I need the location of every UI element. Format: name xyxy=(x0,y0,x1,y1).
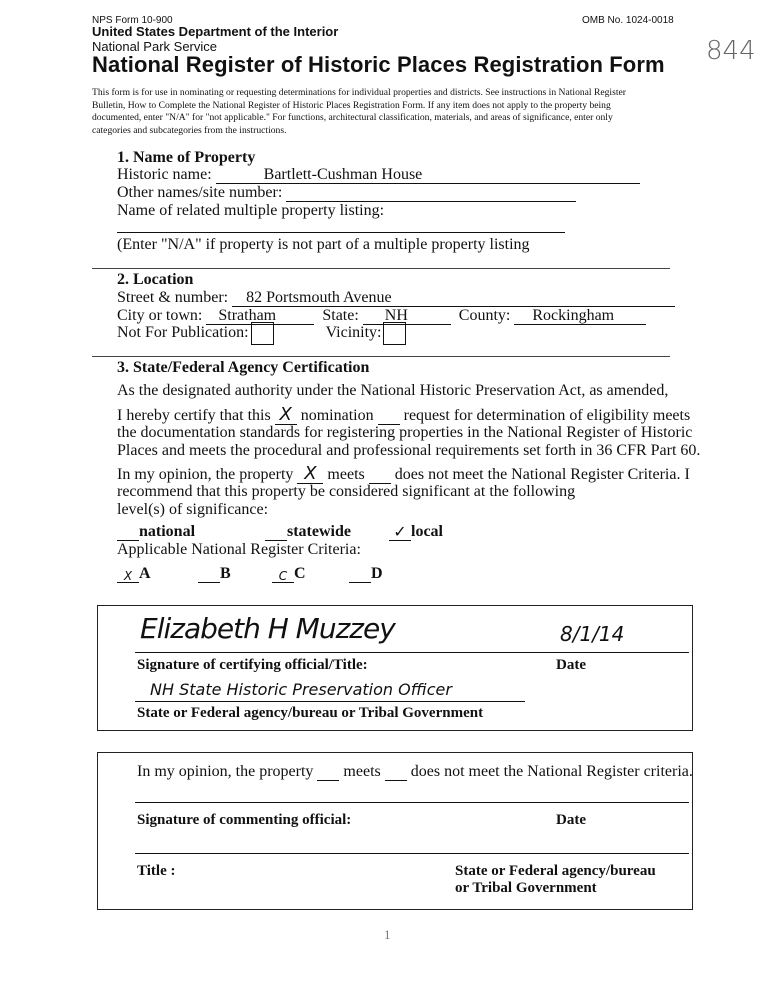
vicinity-label: Vicinity: xyxy=(325,324,382,342)
form-title: National Register of Historic Places Registration Form xyxy=(92,52,665,77)
commenting-signature-label: Signature of commenting official: xyxy=(137,812,352,828)
related-listing-label: Name of related multiple property listing: xyxy=(117,202,385,219)
historic-name-label: Historic name: xyxy=(117,166,212,183)
city-label: City or town: xyxy=(117,307,203,324)
criteria-c-label: C xyxy=(294,565,306,582)
criteria-d-mark[interactable] xyxy=(349,569,371,583)
not-for-publication-label: Not For Publication: xyxy=(117,324,249,342)
statewide-label: statewide xyxy=(287,523,351,540)
criteria-c-mark[interactable]: C xyxy=(272,570,294,583)
comment-title-line[interactable] xyxy=(135,853,689,854)
vicinity-checkbox[interactable] xyxy=(383,322,406,345)
criteria-a xyxy=(117,565,151,583)
section2-heading: 2. Location xyxy=(117,271,194,288)
criteria-c xyxy=(272,565,306,583)
opinion-text: does not meet the National Register Criteria. I xyxy=(394,466,690,483)
authority-text: As the designated authority under the National Historic Preservation Act, as amended, xyxy=(117,382,669,399)
certifying-date-label: Date xyxy=(556,657,586,673)
criteria-a-mark[interactable]: X xyxy=(117,570,139,583)
state-label: State: xyxy=(322,307,359,324)
opinion-text: In my opinion, the property xyxy=(117,466,294,483)
comment-opinion-row xyxy=(137,763,693,781)
national-label: national xyxy=(139,523,196,540)
intro-line: This form is for use in nominating or requesting determinations for individual properties and districts. See instructions in National Register xyxy=(92,87,626,98)
criteria-b xyxy=(198,565,231,583)
intro-line: Bulletin, How to Complete the National Register of Historic Places Registration Form. If any item does not apply to the property being xyxy=(92,99,611,111)
criteria-b-mark[interactable] xyxy=(198,569,220,583)
historic-name-field[interactable]: Bartlett-Cushman House xyxy=(216,167,640,184)
section-divider xyxy=(92,356,670,357)
certifying-signature-label: Signature of certifying official/Title: xyxy=(137,657,368,673)
title-line xyxy=(135,701,525,702)
intro-line: categories and subcategories from the instructions. xyxy=(92,124,287,136)
nomination-label: nomination xyxy=(300,407,374,424)
comment-meets-label: meets xyxy=(343,763,381,780)
county-field[interactable]: Rockingham xyxy=(514,308,646,325)
signature-line xyxy=(135,652,689,653)
other-names-row xyxy=(117,184,576,202)
commenting-date-label: Date xyxy=(556,812,586,828)
local-mark[interactable]: ✓ xyxy=(389,524,411,541)
section-divider xyxy=(92,268,670,269)
national-mark[interactable] xyxy=(117,527,139,541)
section1-heading: 1. Name of Property xyxy=(117,149,256,166)
comment-opinion-text: In my opinion, the property xyxy=(137,763,314,780)
certifying-signature[interactable]: Elizabeth H Muzzey xyxy=(140,612,395,645)
service-name: National Park Service xyxy=(92,39,217,54)
comment-signature-line[interactable] xyxy=(135,802,689,803)
certifying-date[interactable]: 8/1/14 xyxy=(560,622,625,646)
intro-text xyxy=(92,87,626,137)
comment-meets-mark[interactable] xyxy=(317,767,339,781)
criteria-d xyxy=(349,565,383,583)
county-label: County: xyxy=(458,307,511,324)
statewide-mark[interactable] xyxy=(265,527,287,541)
street-label: Street & number: xyxy=(117,289,229,306)
criteria-a-label: A xyxy=(139,565,151,582)
street-row xyxy=(117,289,675,307)
level-local xyxy=(389,523,443,541)
na-note: (Enter "N/A" if property is not part of a multiple property listing xyxy=(117,236,530,253)
does-not-meet-mark[interactable] xyxy=(369,470,391,484)
certifying-agency-label: State or Federal agency/bureau or Tribal Government xyxy=(137,705,484,721)
handwritten-corner-number: 844 xyxy=(706,36,756,66)
request-mark[interactable] xyxy=(378,411,400,425)
nomination-mark[interactable]: X xyxy=(275,406,297,425)
certify-text: I hereby certify that this xyxy=(117,407,271,424)
commenting-agency-line-2: or Tribal Government xyxy=(455,880,597,896)
state-field[interactable]: NH xyxy=(363,308,451,325)
level-statewide xyxy=(265,523,351,541)
comment-does-not-meet-mark[interactable] xyxy=(385,767,407,781)
form-number: NPS Form 10-900 xyxy=(92,15,173,26)
not-for-publication-checkbox[interactable] xyxy=(251,322,274,345)
section3-heading: 3. State/Federal Agency Certification xyxy=(117,359,370,376)
comment-opinion-text: does not meet the National Register criteria. xyxy=(410,763,693,780)
local-label: local xyxy=(411,523,443,540)
criteria-label: Applicable National Register Criteria: xyxy=(117,541,361,558)
commenting-title-label: Title : xyxy=(137,863,176,879)
related-listing-field[interactable] xyxy=(117,232,565,233)
omb-number: OMB No. 1024-0018 xyxy=(582,15,674,26)
street-field[interactable]: 82 Portsmouth Avenue xyxy=(232,290,675,307)
criteria-b-label: B xyxy=(220,565,231,582)
other-names-field[interactable] xyxy=(286,187,576,202)
publication-row xyxy=(117,322,406,345)
other-names-label: Other names/site number: xyxy=(117,184,283,201)
intro-line: documented, enter "N/A" for "not applicable." For functions, architectural classification, materials, and areas of significance, enter only xyxy=(92,112,613,123)
city-field[interactable]: Stratham xyxy=(206,308,314,325)
certify-line-2: the documentation standards for registering properties in the National Register of Historic xyxy=(117,424,693,441)
opinion-line-3: level(s) of significance: xyxy=(117,501,269,518)
meets-mark[interactable]: X xyxy=(297,465,323,484)
commenting-agency-line-1: State or Federal agency/bureau xyxy=(455,863,656,879)
historic-name-row xyxy=(117,166,640,184)
certify-text: request for determination of eligibility meets xyxy=(403,407,691,424)
certify-row xyxy=(117,406,690,425)
level-national xyxy=(117,523,195,541)
certifying-title[interactable]: NH State Historic Preservation Officer xyxy=(150,680,452,699)
department-name: United States Department of the Interior xyxy=(92,24,339,39)
criteria-d-label: D xyxy=(371,565,383,582)
certify-line-3: Places and meets the procedural and professional requirements set forth in 36 CFR Part 60. xyxy=(117,442,701,459)
meets-label: meets xyxy=(327,466,365,483)
opinion-line-2: recommend that this property be considered significant at the following xyxy=(117,483,576,500)
opinion-row xyxy=(117,465,690,484)
page-number: 1 xyxy=(384,927,391,942)
